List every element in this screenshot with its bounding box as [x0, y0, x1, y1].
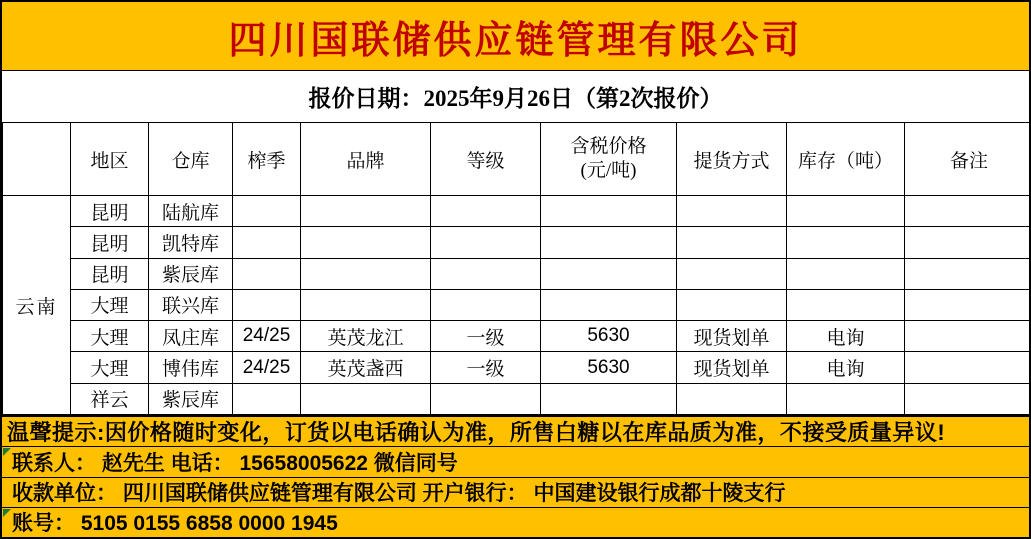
header-region-group	[3, 123, 71, 196]
cell-delivery	[677, 383, 787, 414]
cell-delivery	[677, 227, 787, 258]
cell-brand: 英茂龙江	[301, 321, 431, 352]
table-row	[3, 321, 1031, 352]
cell-note	[905, 321, 1031, 352]
cell-warehouse: 联兴库	[149, 289, 233, 320]
header-area: 地区	[71, 123, 149, 196]
cell-grade: 一级	[431, 352, 541, 383]
table-row	[3, 227, 1031, 258]
header-stock: 库存（吨）	[787, 123, 905, 196]
cell-area: 祥云	[71, 383, 149, 414]
header-price	[541, 123, 677, 196]
cell-stock	[787, 227, 905, 258]
region-group-cell: 云南	[3, 196, 71, 415]
footer-notice-block	[2, 415, 1029, 537]
cell-brand	[301, 289, 431, 320]
cell-price: 5630	[541, 321, 677, 352]
cell-area: 大理	[71, 321, 149, 352]
cell-area: 昆明	[71, 227, 149, 258]
cell-price	[541, 258, 677, 289]
cell-area: 大理	[71, 352, 149, 383]
cell-price	[541, 196, 677, 227]
cell-area: 大理	[71, 289, 149, 320]
account-row	[2, 507, 1029, 537]
table-row	[3, 258, 1031, 289]
cell-warehouse: 博伟库	[149, 352, 233, 383]
header-price-line2: (元/吨)	[580, 160, 637, 181]
cell-delivery	[677, 289, 787, 320]
cell-grade: 一级	[431, 321, 541, 352]
account-text: 账号： 5105 0155 6858 0000 1945	[12, 512, 338, 536]
header-season: 榨季	[233, 123, 301, 196]
header-grade: 等级	[431, 123, 541, 196]
header-warehouse: 仓库	[149, 123, 233, 196]
cell-warehouse: 紫辰库	[149, 383, 233, 414]
page-title: 四川国联储供应链管理有限公司	[228, 19, 803, 62]
cell-area: 昆明	[71, 258, 149, 289]
cell-stock	[787, 196, 905, 227]
cell-note	[905, 383, 1031, 414]
table-header-row	[3, 123, 1031, 196]
quote-date-text: 报价日期：2025年9月26日（第2次报价）	[308, 86, 723, 111]
cell-stock	[787, 258, 905, 289]
cell-warehouse: 凤庄库	[149, 321, 233, 352]
table-row	[3, 352, 1031, 383]
cell-price	[541, 383, 677, 414]
cell-warehouse: 陆航库	[149, 196, 233, 227]
cell-season	[233, 227, 301, 258]
cell-delivery: 现货划单	[677, 321, 787, 352]
header-price-line1: 含税价格	[570, 136, 647, 158]
header-note: 备注	[905, 123, 1031, 196]
cell-note	[905, 289, 1031, 320]
cell-price	[541, 227, 677, 258]
cell-note	[905, 227, 1031, 258]
cell-grade	[431, 383, 541, 414]
cell-warehouse: 紫辰库	[149, 258, 233, 289]
payee-row	[2, 477, 1029, 507]
cell-brand	[301, 258, 431, 289]
cell-grade	[431, 227, 541, 258]
header-delivery: 提货方式	[677, 123, 787, 196]
cell-brand	[301, 383, 431, 414]
cell-season: 24/25	[233, 352, 301, 383]
contact-text: 联系人： 赵先生 电话： 15658005622 微信同号	[12, 451, 458, 475]
cell-stock	[787, 383, 905, 414]
cell-price	[541, 289, 677, 320]
cell-season	[233, 196, 301, 227]
cell-season	[233, 258, 301, 289]
notice-text: 温聲提示:因价格随时变化，订货以电话确认为准，所售白糖以在库品质为准，不接受质量异议!	[7, 420, 946, 446]
cell-grade	[431, 196, 541, 227]
title-bar	[2, 2, 1029, 70]
cell-season: 24/25	[233, 321, 301, 352]
cell-grade	[431, 258, 541, 289]
table-row	[3, 289, 1031, 320]
cell-stock	[787, 289, 905, 320]
cell-stock: 电询	[787, 321, 905, 352]
cell-error-triangle-icon	[3, 448, 11, 456]
cell-delivery	[677, 196, 787, 227]
cell-error-triangle-icon	[3, 509, 11, 517]
header-brand: 品牌	[301, 123, 431, 196]
table-row	[3, 383, 1031, 414]
cell-note	[905, 196, 1031, 227]
cell-warehouse: 凯特库	[149, 227, 233, 258]
cell-note	[905, 352, 1031, 383]
cell-area: 昆明	[71, 196, 149, 227]
payee-text: 收款单位： 四川国联储供应链管理有限公司 开户银行： 中国建设银行成都十陵支行	[12, 482, 786, 506]
cell-brand: 英茂盏西	[301, 352, 431, 383]
cell-season	[233, 383, 301, 414]
cell-brand	[301, 227, 431, 258]
cell-grade	[431, 289, 541, 320]
contact-row	[2, 446, 1029, 476]
cell-delivery	[677, 258, 787, 289]
cell-delivery: 现货划单	[677, 352, 787, 383]
cell-stock: 电询	[787, 352, 905, 383]
cell-note	[905, 258, 1031, 289]
cell-season	[233, 289, 301, 320]
cell-brand	[301, 196, 431, 227]
table-row	[3, 196, 1031, 227]
date-bar	[2, 70, 1029, 122]
cell-price: 5630	[541, 352, 677, 383]
notice-row	[2, 415, 1029, 446]
quote-table	[2, 122, 1031, 415]
